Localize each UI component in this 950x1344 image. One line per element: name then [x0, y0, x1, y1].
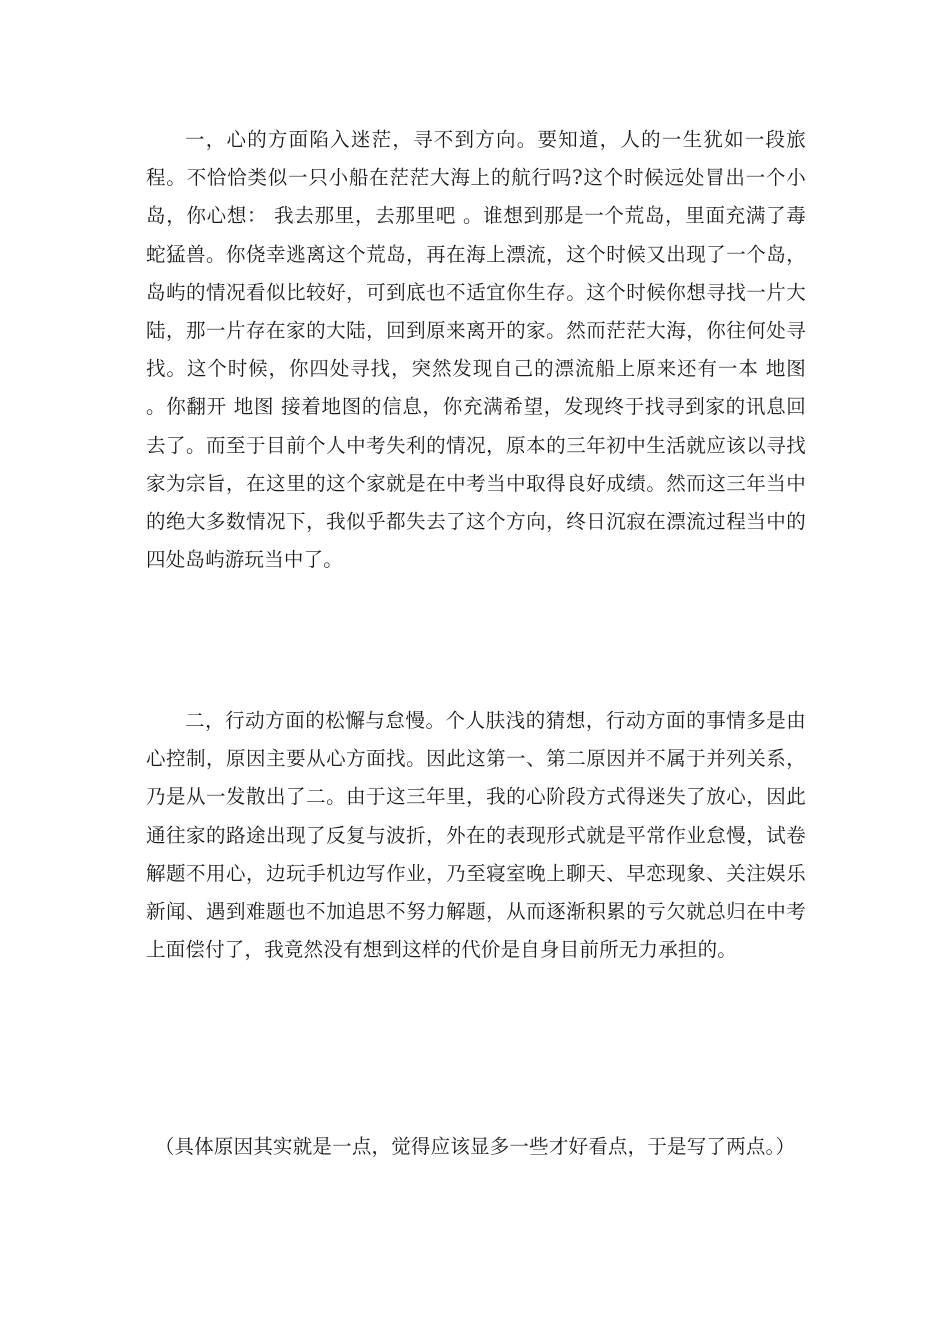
paragraph-reason-two: 二，行动方面的松懈与怠慢。个人肤浅的猜想，行动方面的事情多是由心控制，原因主要从心方面找。因此这第一、第二原因并不属于并列关系，乃是从一发散出了二。由于这三年里，我的心阶段方式得迷失了放心，因此通往家的路途出现了反复与波折，外在的表现形式就是平常作业怠慢，试卷解题不用心，边玩手机边写作业，乃至寝室晚上聊天、早恋现象、关注娱乐新闻、遇到难题也不加追思不努力解题，从而逐渐积累的亏欠就总归在中考上面偿付了，我竟然没有想到这样的代价是自身目前所无力承担的。	[146, 709, 806, 962]
paragraph-reason-one: 一，心的方面陷入迷茫，寻不到方向。要知道，人的一生犹如一段旅程。不恰恰类似一只小船在茫茫大海上的航行吗?这个时候远处冒出一个小岛，你心想： 我去那里，去那里吧 。谁想到那是一个荒岛，里面充满了毒蛇猛兽。你侥幸逃离这个荒岛，再在海上漂流，这个时候又出现了一个岛，岛屿的情况看似比较好，可到底也不适宜你生存。这个时候你想寻找一片大陆，那一片存在家的大陆，回到原来离开的家。然而茫茫大海，你往何处寻找。这个时候，你四处寻找，突然发现自己的漂流船上原来还有一本 地图 。你翻开 地图 接着地图的信息，你充满希望，发现终于找寻到家的讯息回去了。而至于目前个人中考失利的情况，原本的三年初中生活就应该以寻找家为宗旨，在这里的这个家就是在中考当中取得良好成绩。然而这三年当中的绝大多数情况下，我似乎都失去了这个方向，终日沉寂在漂流过程当中的四处岛屿游玩当中了。	[146, 128, 806, 572]
closing-note: （具体原因其实就是一点，觉得应该显多一些才好看点，于是写了两点。）	[154, 1135, 796, 1158]
